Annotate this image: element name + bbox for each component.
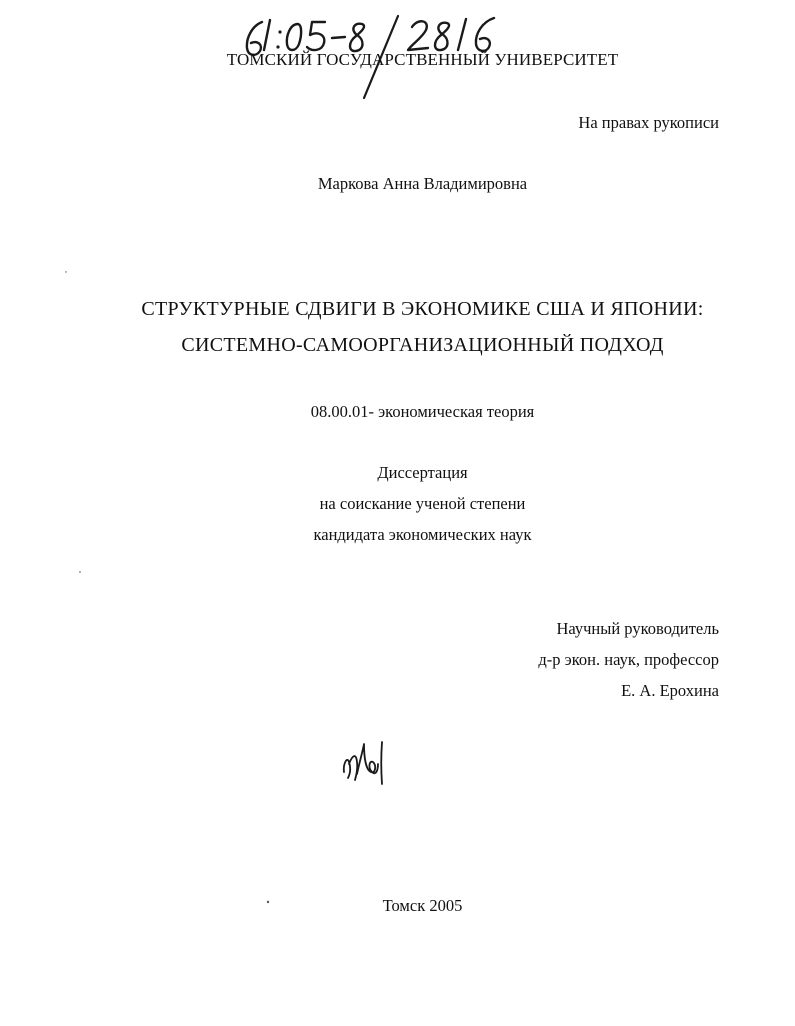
supervisor-degree: д-р экон. наук, профессор bbox=[538, 650, 719, 669]
university-name: ТОМСКИЙ ГОСУДАРСТВЕННЫЙ УНИВЕРСИТЕТ bbox=[226, 50, 619, 69]
dissertation-label: Диссертация bbox=[377, 463, 468, 482]
degree-name: кандидата экономических наук bbox=[313, 525, 532, 544]
degree-purpose: на соискание ученой степени bbox=[319, 494, 526, 513]
city-year: Томск 2005 bbox=[382, 896, 463, 915]
thesis-title-line-1: СТРУКТУРНЫЕ СДВИГИ В ЭКОНОМИКЕ США И ЯПОНИИ: bbox=[141, 298, 704, 320]
specialty-code: 08.00.01- экономическая теория bbox=[310, 402, 535, 421]
supervisor-name: Е. А. Ерохина bbox=[621, 681, 719, 700]
thesis-title-line-2: СИСТЕМНО-САМООРГАНИЗАЦИОННЫЙ ПОДХОД bbox=[181, 334, 664, 356]
supervisor-label: Научный руководитель bbox=[556, 619, 719, 638]
manuscript-rights-note: На правах рукописи bbox=[578, 113, 719, 132]
paper-specks bbox=[65, 271, 269, 903]
signature-handwriting bbox=[344, 742, 382, 784]
author-name: Маркова Анна Владимировна bbox=[317, 174, 528, 193]
